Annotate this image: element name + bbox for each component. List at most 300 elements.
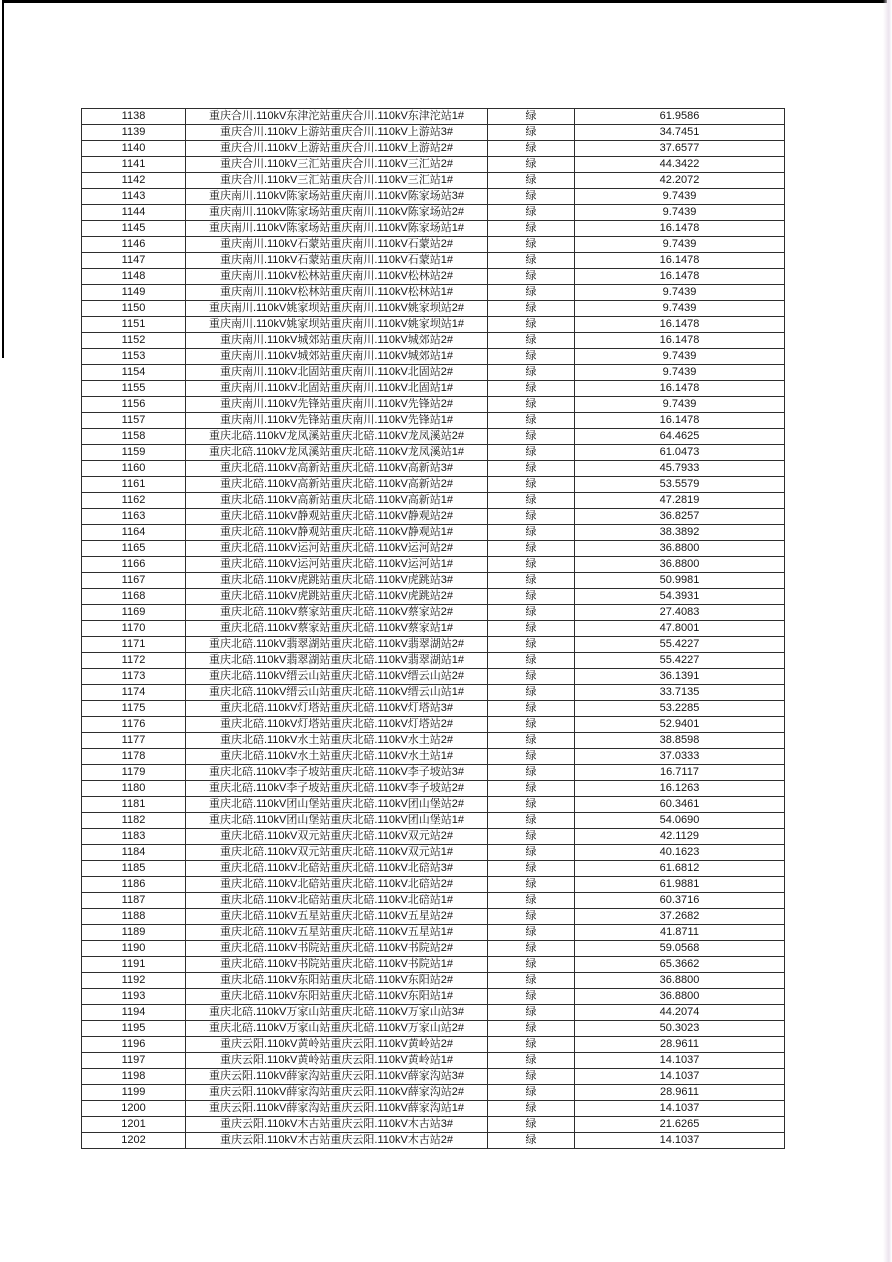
row-number-cell[interactable]: 1167 (82, 573, 186, 588)
status-cell[interactable]: 绿 (488, 1005, 575, 1020)
status-cell[interactable]: 绿 (488, 525, 575, 540)
status-cell[interactable]: 绿 (488, 253, 575, 268)
table-row (82, 349, 784, 365)
station-pair-name-cell[interactable]: 重庆北碚.110kV双元站重庆北碚.110kV双元站1# (186, 845, 488, 860)
row-number-cell[interactable]: 1186 (82, 877, 186, 892)
metric-value-cell[interactable]: 16.1478 (659, 382, 700, 394)
metric-value-cell[interactable]: 64.4625 (659, 430, 700, 442)
station-pair-name-cell[interactable]: 重庆北碚.110kV高新站重庆北碚.110kV高新站3# (186, 461, 488, 476)
row-number-cell[interactable]: 1138 (82, 109, 186, 124)
metric-value-cell[interactable]: 60.3716 (659, 894, 700, 906)
station-pair-name-cell[interactable]: 重庆北碚.110kV龙凤溪站重庆北碚.110kV龙凤溪站2# (186, 429, 488, 444)
row-number-cell[interactable]: 1183 (82, 829, 186, 844)
station-pair-name-cell[interactable]: 重庆南川.110kV城郊站重庆南川.110kV城郊站2# (186, 333, 488, 348)
metric-value-cell[interactable]: 16.1478 (659, 254, 700, 266)
table-row (82, 285, 784, 301)
status-cell[interactable]: 绿 (488, 1133, 575, 1148)
row-number-cell[interactable]: 1173 (82, 669, 186, 684)
station-pair-name-cell[interactable]: 重庆南川.110kV石蒙站重庆南川.110kV石蒙站1# (186, 253, 488, 268)
status-cell[interactable]: 绿 (488, 157, 575, 172)
status-cell[interactable]: 绿 (488, 1085, 575, 1100)
row-number-cell[interactable]: 1160 (82, 461, 186, 476)
status-cell[interactable]: 绿 (488, 333, 575, 348)
status-cell[interactable]: 绿 (488, 909, 575, 924)
station-pair-name-cell[interactable]: 重庆北碚.110kV静观站重庆北碚.110kV静观站2# (186, 509, 488, 524)
station-pair-name-cell[interactable]: 重庆北碚.110kV李子坡站重庆北碚.110kV李子坡站2# (186, 781, 488, 796)
status-cell[interactable]: 绿 (488, 973, 575, 988)
metric-value-cell[interactable]: 44.3422 (659, 158, 700, 170)
row-number-cell[interactable]: 1189 (82, 925, 186, 940)
metric-value-cell[interactable]: 52.9401 (659, 718, 700, 730)
row-number-cell[interactable]: 1149 (82, 285, 186, 300)
row-number-cell[interactable]: 1143 (82, 189, 186, 204)
status-cell[interactable]: 绿 (488, 301, 575, 316)
table-row (82, 845, 784, 861)
row-number-cell[interactable]: 1195 (82, 1021, 186, 1036)
station-pair-name-cell[interactable]: 重庆北碚.110kV静观站重庆北碚.110kV静观站1# (186, 525, 488, 540)
metric-value-cell[interactable]: 9.7439 (662, 398, 697, 410)
metric-value-cell[interactable]: 16.1478 (659, 414, 700, 426)
metric-value-cell[interactable]: 36.8800 (659, 542, 700, 554)
table-row (82, 637, 784, 653)
row-number-cell[interactable]: 1172 (82, 653, 186, 668)
status-cell[interactable]: 绿 (488, 573, 575, 588)
metric-value-cell[interactable]: 61.0473 (659, 446, 700, 458)
page-top-edge-line (2, 0, 887, 3)
table-row (82, 1085, 784, 1101)
station-pair-name-cell[interactable]: 重庆北碚.110kV蔡家站重庆北碚.110kV蔡家站2# (186, 605, 488, 620)
station-pair-name-cell[interactable]: 重庆南川.110kV北固站重庆南川.110kV北固站2# (186, 365, 488, 380)
station-pair-name-cell[interactable]: 重庆南川.110kV松林站重庆南川.110kV松林站1# (186, 285, 488, 300)
table-row (82, 861, 784, 877)
status-cell[interactable]: 绿 (488, 429, 575, 444)
table-row (82, 765, 784, 781)
status-cell[interactable]: 绿 (488, 221, 575, 236)
table-row (82, 621, 784, 637)
status-cell[interactable]: 绿 (488, 925, 575, 940)
status-cell[interactable]: 绿 (488, 173, 575, 188)
status-cell[interactable]: 绿 (488, 381, 575, 396)
row-number-cell[interactable]: 1144 (82, 205, 186, 220)
table-row (82, 829, 784, 845)
table-row (82, 189, 784, 205)
status-cell[interactable]: 绿 (488, 845, 575, 860)
metric-value-cell[interactable]: 61.6812 (659, 862, 700, 874)
status-cell[interactable]: 绿 (488, 461, 575, 476)
row-number-cell[interactable]: 1199 (82, 1085, 186, 1100)
station-pair-name-cell[interactable]: 重庆北碚.110kV东阳站重庆北碚.110kV东阳站1# (186, 989, 488, 1004)
station-pair-name-cell[interactable]: 重庆合川.110kV上游站重庆合川.110kV上游站3# (186, 125, 488, 140)
station-pair-name-cell[interactable]: 重庆北碚.110kV万家山站重庆北碚.110kV万家山站3# (186, 1005, 488, 1020)
table-row (82, 1101, 784, 1117)
station-pair-name-cell[interactable]: 重庆北碚.110kV书院站重庆北碚.110kV书院站1# (186, 957, 488, 972)
row-number-cell[interactable]: 1165 (82, 541, 186, 556)
row-number-cell[interactable]: 1198 (82, 1069, 186, 1084)
status-cell[interactable]: 绿 (488, 813, 575, 828)
station-pair-name-cell[interactable]: 重庆合川.110kV三汇站重庆合川.110kV三汇站1# (186, 173, 488, 188)
status-cell[interactable]: 绿 (488, 397, 575, 412)
station-pair-name-cell[interactable]: 重庆云阳.110kV薛家沟站重庆云阳.110kV薛家沟站1# (186, 1101, 488, 1116)
station-pair-name-cell[interactable]: 重庆北碚.110kV翡翠湖站重庆北碚.110kV翡翠湖站1# (186, 653, 488, 668)
metric-value-cell[interactable]: 9.7439 (662, 206, 697, 218)
row-number-cell[interactable]: 1190 (82, 941, 186, 956)
status-cell[interactable]: 绿 (488, 701, 575, 716)
metric-value-cell[interactable]: 16.7117 (660, 766, 699, 778)
metric-value-cell[interactable]: 59.0568 (659, 942, 700, 954)
status-cell[interactable]: 绿 (488, 1021, 575, 1036)
station-pair-name-cell[interactable]: 重庆南川.110kV姚家坝站重庆南川.110kV姚家坝站1# (186, 317, 488, 332)
metric-value-cell[interactable]: 14.1037 (659, 1134, 700, 1146)
row-number-cell[interactable]: 1194 (82, 1005, 186, 1020)
row-number-cell[interactable]: 1179 (82, 765, 186, 780)
table-row (82, 669, 784, 685)
station-pair-name-cell[interactable]: 重庆北碚.110kV东阳站重庆北碚.110kV东阳站2# (186, 973, 488, 988)
station-pair-name-cell[interactable]: 重庆北碚.110kV虎跳站重庆北碚.110kV虎跳站3# (186, 573, 488, 588)
station-pair-name-cell[interactable]: 重庆南川.110kV北固站重庆南川.110kV北固站1# (186, 381, 488, 396)
row-number-cell[interactable]: 1152 (82, 333, 186, 348)
table-row (82, 1021, 784, 1037)
metric-value-cell[interactable]: 16.1478 (659, 334, 700, 346)
status-cell[interactable]: 绿 (488, 269, 575, 284)
station-pair-name-cell[interactable]: 重庆云阳.110kV木古站重庆云阳.110kV木古站3# (186, 1117, 488, 1132)
station-pair-name-cell[interactable]: 重庆云阳.110kV薛家沟站重庆云阳.110kV薛家沟站2# (186, 1085, 488, 1100)
status-cell[interactable]: 绿 (488, 189, 575, 204)
status-cell[interactable]: 绿 (488, 285, 575, 300)
table-row (82, 925, 784, 941)
row-number-cell[interactable]: 1170 (82, 621, 186, 636)
metric-value-cell[interactable]: 34.7451 (659, 126, 700, 138)
metric-value-cell[interactable]: 28.9611 (660, 1086, 699, 1098)
row-number-cell[interactable]: 1192 (82, 973, 186, 988)
status-cell[interactable]: 绿 (488, 797, 575, 812)
row-number-cell[interactable]: 1164 (82, 525, 186, 540)
row-number-cell[interactable]: 1150 (82, 301, 186, 316)
row-number-cell[interactable]: 1181 (82, 797, 186, 812)
station-pair-name-cell[interactable]: 重庆南川.110kV先锋站重庆南川.110kV先锋站2# (186, 397, 488, 412)
station-pair-name-cell[interactable]: 重庆南川.110kV城郊站重庆南川.110kV城郊站1# (186, 349, 488, 364)
row-number-cell[interactable]: 1156 (82, 397, 186, 412)
metric-value-cell[interactable]: 36.8800 (659, 974, 700, 986)
row-number-cell[interactable]: 1141 (82, 157, 186, 172)
station-pair-name-cell[interactable]: 重庆北碚.110kV五星站重庆北碚.110kV五星站1# (186, 925, 488, 940)
station-pair-name-cell[interactable]: 重庆南川.110kV姚家坝站重庆南川.110kV姚家坝站2# (186, 301, 488, 316)
station-pair-name-cell[interactable]: 重庆北碚.110kV书院站重庆北碚.110kV书院站2# (186, 941, 488, 956)
stations-table (81, 108, 785, 1149)
status-cell[interactable]: 绿 (488, 893, 575, 908)
row-number-cell[interactable]: 1176 (82, 717, 186, 732)
metric-value-cell[interactable]: 14.1037 (659, 1102, 700, 1114)
row-number-cell[interactable]: 1180 (82, 781, 186, 796)
station-pair-name-cell[interactable]: 重庆云阳.110kV木古站重庆云阳.110kV木古站2# (186, 1133, 488, 1148)
row-number-cell[interactable]: 1177 (82, 733, 186, 748)
station-pair-name-cell[interactable]: 重庆北碚.110kV北碚站重庆北碚.110kV北碚站1# (186, 893, 488, 908)
metric-value-cell[interactable]: 47.2819 (659, 494, 700, 506)
row-number-cell[interactable]: 1142 (82, 173, 186, 188)
row-number-cell[interactable]: 1178 (82, 749, 186, 764)
status-cell[interactable]: 绿 (488, 237, 575, 252)
table-row (82, 797, 784, 813)
status-cell[interactable]: 绿 (488, 477, 575, 492)
table-row (82, 509, 784, 525)
station-pair-name-cell[interactable]: 重庆北碚.110kV北碚站重庆北碚.110kV北碚站2# (186, 877, 488, 892)
station-pair-name-cell[interactable]: 重庆北碚.110kV缙云山站重庆北碚.110kV缙云山站1# (186, 685, 488, 700)
station-pair-name-cell[interactable]: 重庆北碚.110kV翡翠湖站重庆北碚.110kV翡翠湖站2# (186, 637, 488, 652)
row-number-cell[interactable]: 1145 (82, 221, 186, 236)
row-number-cell[interactable]: 1184 (82, 845, 186, 860)
status-cell[interactable]: 绿 (488, 109, 575, 124)
row-number-cell[interactable]: 1182 (82, 813, 186, 828)
row-number-cell[interactable]: 1185 (82, 861, 186, 876)
station-pair-name-cell[interactable]: 重庆北碚.110kV运河站重庆北碚.110kV运河站2# (186, 541, 488, 556)
row-number-cell[interactable]: 1171 (82, 637, 186, 652)
table-row (82, 893, 784, 909)
metric-value-cell[interactable]: 16.1478 (659, 222, 700, 234)
row-number-cell[interactable]: 1162 (82, 493, 186, 508)
status-cell[interactable]: 绿 (488, 1053, 575, 1068)
table-row (82, 1005, 784, 1021)
table-row (82, 381, 784, 397)
table-row (82, 877, 784, 893)
status-cell[interactable]: 绿 (488, 589, 575, 604)
status-cell[interactable]: 绿 (488, 989, 575, 1004)
station-pair-name-cell[interactable]: 重庆北碚.110kV北碚站重庆北碚.110kV北碚站3# (186, 861, 488, 876)
metric-value-cell[interactable]: 36.8800 (659, 990, 700, 1002)
row-number-cell[interactable]: 1154 (82, 365, 186, 380)
status-cell[interactable]: 绿 (488, 1037, 575, 1052)
row-number-cell[interactable]: 1148 (82, 269, 186, 284)
row-number-cell[interactable]: 1191 (82, 957, 186, 972)
table-row (82, 733, 784, 749)
row-number-cell[interactable]: 1175 (82, 701, 186, 716)
table-row (82, 781, 784, 797)
station-pair-name-cell[interactable]: 重庆北碚.110kV团山堡站重庆北碚.110kV团山堡站1# (186, 813, 488, 828)
metric-value-cell[interactable]: 60.3461 (659, 798, 700, 810)
row-number-cell[interactable]: 1168 (82, 589, 186, 604)
metric-value-cell[interactable]: 65.3662 (659, 958, 700, 970)
metric-value-cell[interactable]: 16.1478 (659, 270, 700, 282)
metric-value-cell[interactable]: 54.0690 (659, 814, 700, 826)
metric-value-cell[interactable]: 54.3931 (659, 590, 700, 602)
station-pair-name-cell[interactable]: 重庆北碚.110kV高新站重庆北碚.110kV高新站2# (186, 477, 488, 492)
metric-value-cell[interactable]: 14.1037 (659, 1054, 700, 1066)
status-cell[interactable]: 绿 (488, 621, 575, 636)
table-row (82, 429, 784, 445)
status-cell[interactable]: 绿 (488, 877, 575, 892)
status-cell[interactable]: 绿 (488, 669, 575, 684)
status-cell[interactable]: 绿 (488, 205, 575, 220)
station-pair-name-cell[interactable]: 重庆北碚.110kV双元站重庆北碚.110kV双元站2# (186, 829, 488, 844)
station-pair-name-cell[interactable]: 重庆北碚.110kV团山堡站重庆北碚.110kV团山堡站2# (186, 797, 488, 812)
metric-value-cell[interactable]: 55.4227 (659, 638, 700, 650)
table-row (82, 141, 784, 157)
status-cell[interactable]: 绿 (488, 1101, 575, 1116)
row-number-cell[interactable]: 1193 (82, 989, 186, 1004)
metric-value-cell[interactable]: 16.1263 (659, 782, 700, 794)
row-number-cell[interactable]: 1146 (82, 237, 186, 252)
station-pair-name-cell[interactable]: 重庆云阳.110kV黄岭站重庆云阳.110kV黄岭站1# (186, 1053, 488, 1068)
row-number-cell[interactable]: 1159 (82, 445, 186, 460)
page-left-edge-line (2, 0, 4, 358)
status-cell[interactable]: 绿 (488, 509, 575, 524)
metric-value-cell[interactable]: 61.9881 (659, 878, 700, 890)
status-cell[interactable]: 绿 (488, 717, 575, 732)
metric-value-cell[interactable]: 44.2074 (659, 1006, 700, 1018)
metric-value-cell[interactable]: 9.7439 (662, 302, 697, 314)
metric-value-cell[interactable]: 53.5579 (659, 478, 700, 490)
table-row (82, 973, 784, 989)
status-cell[interactable]: 绿 (488, 653, 575, 668)
row-number-cell[interactable]: 1188 (82, 909, 186, 924)
metric-value-cell[interactable]: 9.7439 (662, 350, 697, 362)
table-row (82, 125, 784, 141)
row-number-cell[interactable]: 1155 (82, 381, 186, 396)
metric-value-cell[interactable]: 42.2072 (659, 174, 700, 186)
metric-value-cell[interactable]: 55.4227 (659, 654, 700, 666)
metric-value-cell[interactable]: 37.2682 (659, 910, 700, 922)
station-pair-name-cell[interactable]: 重庆北碚.110kV灯塔站重庆北碚.110kV灯塔站3# (186, 701, 488, 716)
station-pair-name-cell[interactable]: 重庆北碚.110kV万家山站重庆北碚.110kV万家山站2# (186, 1021, 488, 1036)
station-pair-name-cell[interactable]: 重庆北碚.110kV五星站重庆北碚.110kV五星站2# (186, 909, 488, 924)
metric-value-cell[interactable]: 38.3892 (659, 526, 700, 538)
metric-value-cell[interactable]: 45.7933 (659, 462, 700, 474)
table-row (82, 205, 784, 221)
status-cell[interactable]: 绿 (488, 365, 575, 380)
row-number-cell[interactable]: 1202 (82, 1133, 186, 1148)
status-cell[interactable]: 绿 (488, 829, 575, 844)
row-number-cell[interactable]: 1153 (82, 349, 186, 364)
metric-value-cell[interactable]: 53.2285 (659, 702, 700, 714)
station-pair-name-cell[interactable]: 重庆云阳.110kV黄岭站重庆云阳.110kV黄岭站2# (186, 1037, 488, 1052)
metric-value-cell[interactable]: 36.8257 (659, 510, 700, 522)
row-number-cell[interactable]: 1201 (82, 1117, 186, 1132)
row-number-cell[interactable]: 1166 (82, 557, 186, 572)
metric-value-cell[interactable]: 9.7439 (662, 366, 697, 378)
status-cell[interactable]: 绿 (488, 1069, 575, 1084)
status-cell[interactable]: 绿 (488, 445, 575, 460)
metric-value-cell[interactable]: 9.7439 (662, 190, 697, 202)
status-cell[interactable]: 绿 (488, 861, 575, 876)
row-number-cell[interactable]: 1196 (82, 1037, 186, 1052)
station-pair-name-cell[interactable]: 重庆北碚.110kV虎跳站重庆北碚.110kV虎跳站2# (186, 589, 488, 604)
page-right-edge-shadow (883, 0, 892, 1262)
table-row (82, 1117, 784, 1133)
metric-value-cell[interactable]: 9.7439 (662, 238, 697, 250)
metric-value-cell[interactable]: 36.8800 (659, 558, 700, 570)
status-cell[interactable]: 绿 (488, 125, 575, 140)
table-row (82, 157, 784, 173)
metric-value-cell[interactable]: 61.9586 (659, 110, 700, 122)
row-number-cell[interactable]: 1169 (82, 605, 186, 620)
metric-value-cell[interactable]: 47.8001 (659, 622, 700, 634)
metric-value-cell[interactable]: 42.1129 (660, 830, 699, 842)
station-pair-name-cell[interactable]: 重庆合川.110kV三汇站重庆合川.110kV三汇站2# (186, 157, 488, 172)
row-number-cell[interactable]: 1139 (82, 125, 186, 140)
status-cell[interactable]: 绿 (488, 557, 575, 572)
status-cell[interactable]: 绿 (488, 349, 575, 364)
row-number-cell[interactable]: 1174 (82, 685, 186, 700)
metric-value-cell[interactable]: 14.1037 (659, 1070, 700, 1082)
station-pair-name-cell[interactable]: 重庆南川.110kV石蒙站重庆南川.110kV石蒙站2# (186, 237, 488, 252)
status-cell[interactable]: 绿 (488, 957, 575, 972)
table-row (82, 605, 784, 621)
status-cell[interactable]: 绿 (488, 317, 575, 332)
status-cell[interactable]: 绿 (488, 781, 575, 796)
station-pair-name-cell[interactable]: 重庆南川.110kV陈家场站重庆南川.110kV陈家场站3# (186, 189, 488, 204)
metric-value-cell[interactable]: 50.9981 (659, 574, 700, 586)
status-cell[interactable]: 绿 (488, 733, 575, 748)
station-pair-name-cell[interactable]: 重庆南川.110kV陈家场站重庆南川.110kV陈家场站2# (186, 205, 488, 220)
station-pair-name-cell[interactable]: 重庆北碚.110kV龙凤溪站重庆北碚.110kV龙凤溪站1# (186, 445, 488, 460)
status-cell[interactable]: 绿 (488, 765, 575, 780)
station-pair-name-cell[interactable]: 重庆南川.110kV先锋站重庆南川.110kV先锋站1# (186, 413, 488, 428)
station-pair-name-cell[interactable]: 重庆北碚.110kV李子坡站重庆北碚.110kV李子坡站3# (186, 765, 488, 780)
table-row (82, 1069, 784, 1085)
metric-value-cell[interactable]: 16.1478 (659, 318, 700, 330)
station-pair-name-cell[interactable]: 重庆北碚.110kV高新站重庆北碚.110kV高新站1# (186, 493, 488, 508)
row-number-cell[interactable]: 1158 (82, 429, 186, 444)
row-number-cell[interactable]: 1161 (82, 477, 186, 492)
station-pair-name-cell[interactable]: 重庆南川.110kV陈家场站重庆南川.110kV陈家场站1# (186, 221, 488, 236)
metric-value-cell[interactable]: 21.6265 (659, 1118, 700, 1130)
metric-value-cell[interactable]: 27.4083 (659, 606, 700, 618)
row-number-cell[interactable]: 1157 (82, 413, 186, 428)
status-cell[interactable]: 绿 (488, 605, 575, 620)
metric-value-cell[interactable]: 28.9611 (660, 1038, 699, 1050)
metric-value-cell[interactable]: 9.7439 (662, 286, 697, 298)
table-row (82, 445, 784, 461)
row-number-cell[interactable]: 1151 (82, 317, 186, 332)
metric-value-cell[interactable]: 40.1623 (659, 846, 700, 858)
metric-value-cell[interactable]: 38.8598 (659, 734, 700, 746)
station-pair-name-cell[interactable]: 重庆合川.110kV上游站重庆合川.110kV上游站2# (186, 141, 488, 156)
metric-value-cell[interactable]: 36.1391 (659, 670, 700, 682)
station-pair-name-cell[interactable]: 重庆北碚.110kV蔡家站重庆北碚.110kV蔡家站1# (186, 621, 488, 636)
row-number-cell[interactable]: 1200 (82, 1101, 186, 1116)
station-pair-name-cell[interactable]: 重庆云阳.110kV薛家沟站重庆云阳.110kV薛家沟站3# (186, 1069, 488, 1084)
metric-value-cell[interactable]: 37.6577 (659, 142, 700, 154)
status-cell[interactable]: 绿 (488, 749, 575, 764)
station-pair-name-cell[interactable]: 重庆合川.110kV东津沱站重庆合川.110kV东津沱站1# (186, 109, 488, 124)
row-number-cell[interactable]: 1140 (82, 141, 186, 156)
station-pair-name-cell[interactable]: 重庆北碚.110kV灯塔站重庆北碚.110kV灯塔站2# (186, 717, 488, 732)
station-pair-name-cell[interactable]: 重庆北碚.110kV运河站重庆北碚.110kV运河站1# (186, 557, 488, 572)
status-cell[interactable]: 绿 (488, 541, 575, 556)
row-number-cell[interactable]: 1147 (82, 253, 186, 268)
station-pair-name-cell[interactable]: 重庆北碚.110kV缙云山站重庆北碚.110kV缙云山站2# (186, 669, 488, 684)
status-cell[interactable]: 绿 (488, 1117, 575, 1132)
metric-value-cell[interactable]: 50.3023 (659, 1022, 700, 1034)
metric-value-cell[interactable]: 37.0333 (659, 750, 700, 762)
table-row (82, 541, 784, 557)
table-row (82, 685, 784, 701)
status-cell[interactable]: 绿 (488, 413, 575, 428)
status-cell[interactable]: 绿 (488, 493, 575, 508)
status-cell[interactable]: 绿 (488, 141, 575, 156)
row-number-cell[interactable]: 1187 (82, 893, 186, 908)
station-pair-name-cell[interactable]: 重庆北碚.110kV水土站重庆北碚.110kV水土站2# (186, 733, 488, 748)
row-number-cell[interactable]: 1163 (82, 509, 186, 524)
status-cell[interactable]: 绿 (488, 941, 575, 956)
status-cell[interactable]: 绿 (488, 685, 575, 700)
station-pair-name-cell[interactable]: 重庆北碚.110kV水土站重庆北碚.110kV水土站1# (186, 749, 488, 764)
metric-value-cell[interactable]: 41.8711 (660, 926, 699, 938)
row-number-cell[interactable]: 1197 (82, 1053, 186, 1068)
metric-value-cell[interactable]: 33.7135 (659, 686, 700, 698)
station-pair-name-cell[interactable]: 重庆南川.110kV松林站重庆南川.110kV松林站2# (186, 269, 488, 284)
status-cell[interactable]: 绿 (488, 637, 575, 652)
table-body (82, 109, 784, 1149)
table-row (82, 525, 784, 541)
